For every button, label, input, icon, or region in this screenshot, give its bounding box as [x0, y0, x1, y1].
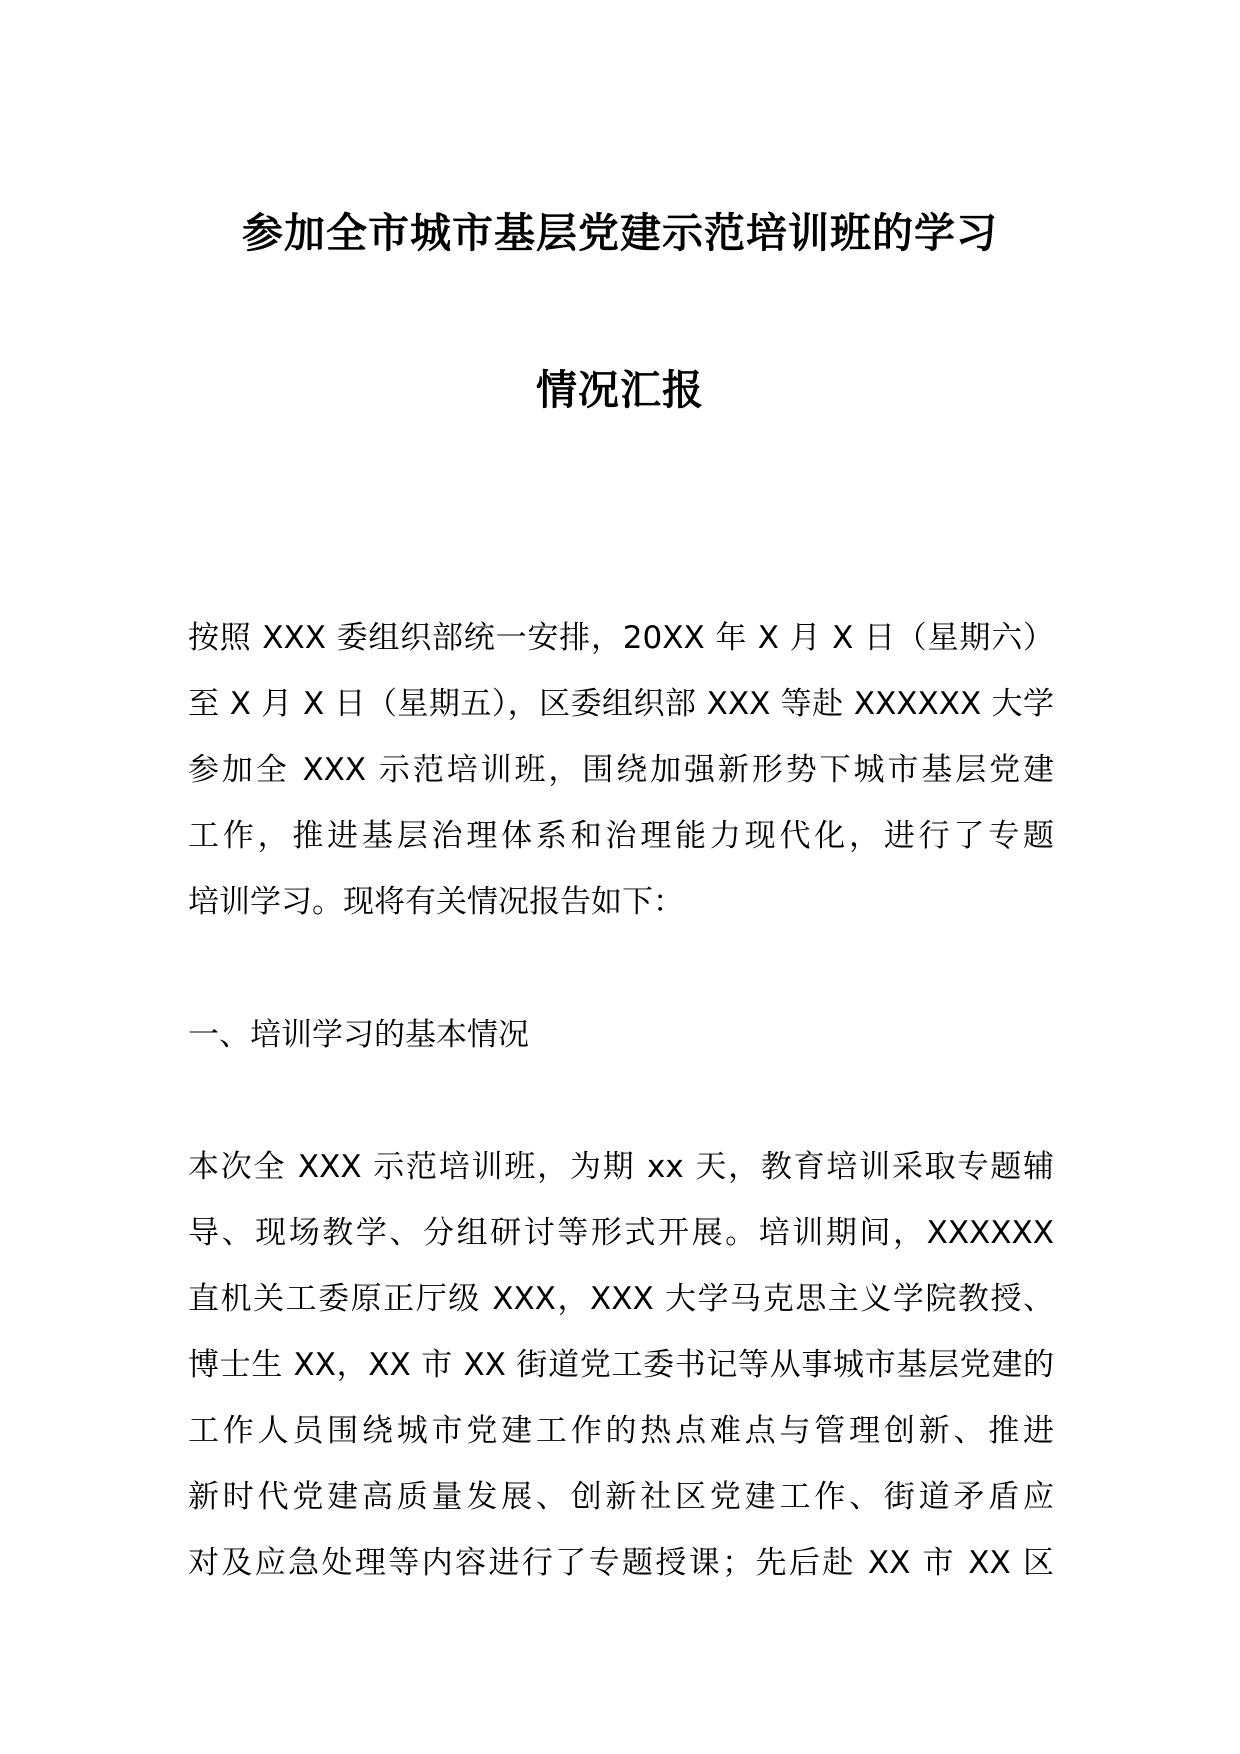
paragraph-line: 本次全 XXX 示范培训班，为期 xx 天，教育培训采取专题辅 [188, 1149, 1054, 1185]
section-heading: 一、培训学习的基本情况 [188, 1017, 529, 1053]
paragraph-line: 新时代党建高质量发展、创新社区党建工作、街道矛盾应 [188, 1479, 1054, 1515]
document-title-line-2: 情况汇报 [536, 366, 704, 414]
paragraph-line: 工作人员围绕城市党建工作的热点难点与管理创新、推进 [188, 1413, 1054, 1449]
paragraph-line: 直机关工委原正厅级 XXX，XXX 大学马克思主义学院教授、 [188, 1281, 1054, 1317]
paragraph-line: 工作，推进基层治理体系和治理能力现代化，进行了专题 [188, 818, 1054, 854]
paragraph-line: 对及应急处理等内容进行了专题授课；先后赴 XX 市 XX 区 [188, 1545, 1054, 1581]
paragraph-line: 培训学习。现将有关情况报告如下： [188, 884, 684, 920]
paragraph-line: 参加全 XXX 示范培训班，围绕加强新形势下城市基层党建 [188, 752, 1054, 788]
paragraph-line: 按照 XXX 委组织部统一安排，20XX 年 X 月 X 日（星期六） [188, 620, 1054, 656]
document-title-line-1: 参加全市城市基层党建示范培训班的学习 [242, 209, 998, 257]
paragraph-line: 导、现场教学、分组研讨等形式开展。培训期间，XXXXXX [188, 1215, 1054, 1251]
paragraph-line: 至 X 月 X 日（星期五），区委组织部 XXX 等赴 XXXXXX 大学 [188, 686, 1054, 722]
paragraph-line: 博士生 XX，XX 市 XX 街道党工委书记等从事城市基层党建的 [188, 1347, 1054, 1383]
